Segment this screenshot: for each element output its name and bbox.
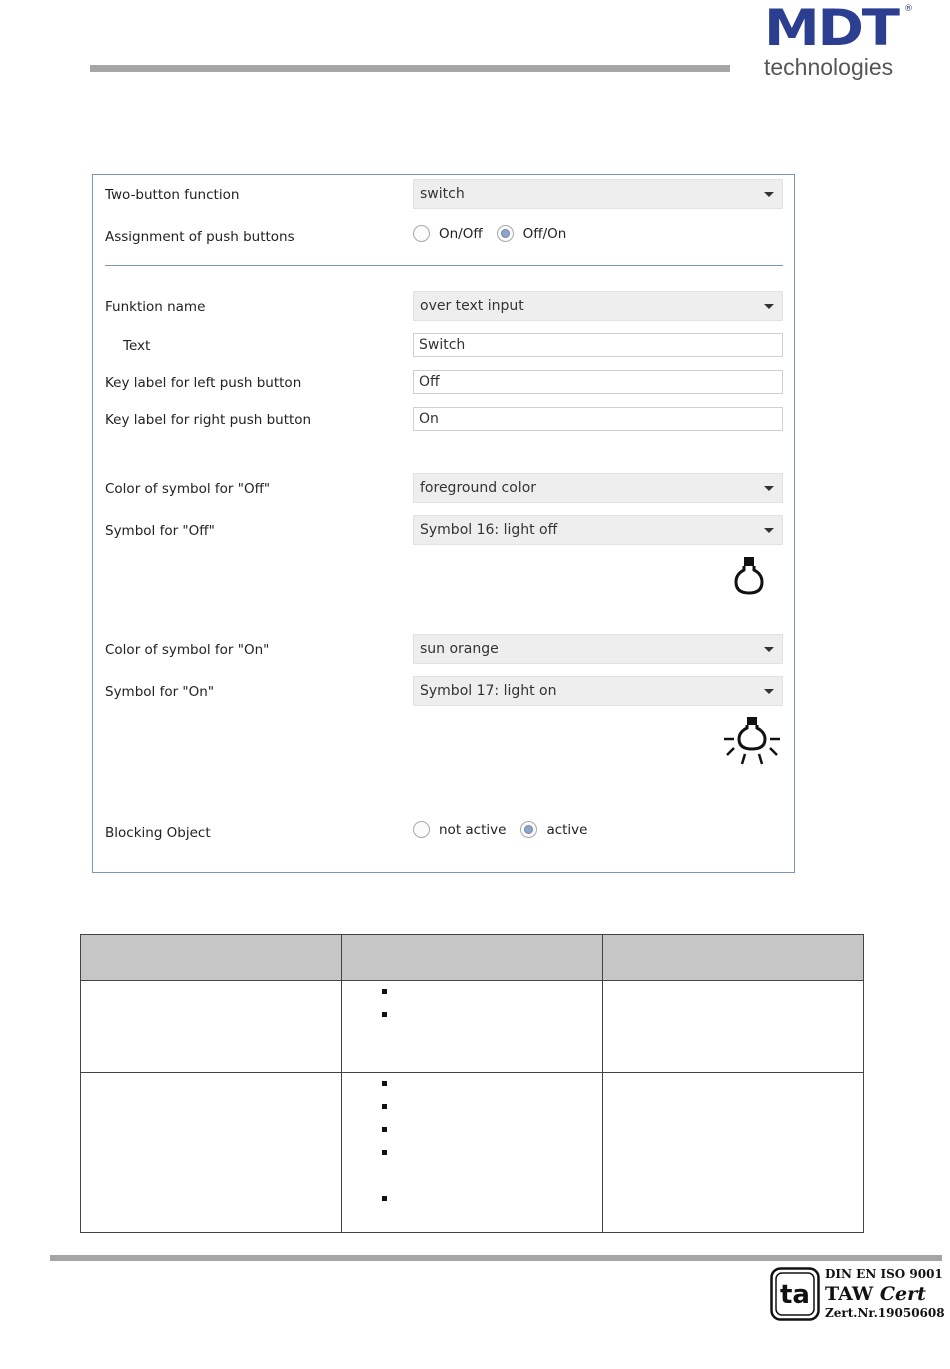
footer-rule — [50, 1255, 942, 1261]
text-input[interactable]: Switch — [413, 333, 783, 357]
assignment-label: Assignment of push buttons — [105, 229, 295, 245]
table-header-cell — [603, 935, 864, 981]
table-header-cell — [342, 935, 603, 981]
blocking-radio-group — [413, 821, 601, 838]
symbol-on-label: Symbol for "On" — [105, 684, 215, 700]
text-label: Text — [123, 338, 151, 354]
light-on-icon — [721, 715, 783, 769]
radio-not-active-label: not active — [439, 821, 507, 838]
table-cell — [342, 1073, 603, 1233]
right-key-label: Key label for right push button — [105, 412, 312, 428]
two-button-function-select[interactable] — [413, 179, 783, 209]
logo-mark: MDT — [764, 0, 898, 57]
symbol-off-label: Symbol for "Off" — [105, 523, 215, 539]
logo-subtitle: technologies — [764, 54, 894, 80]
function-name-select[interactable] — [413, 291, 783, 321]
assignment-radio-group — [413, 225, 580, 242]
radio-not-active[interactable] — [413, 821, 430, 838]
parameter-table — [80, 934, 864, 1233]
symbol-off-value: Symbol 16: light off — [420, 522, 558, 538]
symbol-off-select[interactable] — [413, 515, 783, 545]
table-cell — [81, 981, 342, 1073]
cert-iso-line: DIN EN ISO 9001 — [825, 1267, 943, 1281]
right-key-input[interactable]: On — [413, 407, 783, 431]
chevron-down-icon — [764, 192, 774, 197]
taw-cert-seal-icon — [770, 1267, 820, 1321]
list-bullet — [342, 1076, 602, 1099]
table-row — [81, 981, 864, 1073]
two-button-function-value: switch — [420, 186, 465, 202]
list-bullet — [342, 1145, 602, 1168]
color-off-select[interactable] — [413, 473, 783, 503]
blocking-object-label: Blocking Object — [105, 825, 211, 841]
chevron-down-icon — [764, 647, 774, 652]
cert-cert: Cert — [879, 1283, 926, 1305]
table-header-row — [81, 935, 864, 981]
list-bullet — [342, 1122, 602, 1145]
table-cell — [81, 1073, 342, 1233]
seal-text: ta — [780, 1280, 810, 1310]
header-rule — [90, 65, 730, 72]
radio-on-off[interactable] — [413, 225, 430, 242]
chevron-down-icon — [764, 528, 774, 533]
cert-number: Zert.Nr.19050608 — [825, 1306, 945, 1320]
radio-active-label: active — [546, 821, 588, 838]
cert-taw: TAW — [825, 1283, 880, 1305]
section-divider — [105, 265, 783, 266]
table-row — [81, 1073, 864, 1233]
list-bullet — [342, 984, 602, 1007]
symbol-on-value: Symbol 17: light on — [420, 683, 557, 699]
table-cell — [603, 1073, 864, 1233]
chevron-down-icon — [764, 486, 774, 491]
color-on-select[interactable] — [413, 634, 783, 664]
radio-active[interactable] — [520, 821, 537, 838]
left-key-label: Key label for left push button — [105, 375, 302, 391]
radio-off-on[interactable] — [497, 225, 514, 242]
symbol-on-select[interactable] — [413, 676, 783, 706]
table-header-cell — [81, 935, 342, 981]
color-on-value: sun orange — [420, 641, 499, 657]
table-cell — [603, 981, 864, 1073]
radio-off-on-label: Off/On — [522, 225, 567, 242]
chevron-down-icon — [764, 304, 774, 309]
left-key-input[interactable]: Off — [413, 370, 783, 394]
list-bullet — [342, 1099, 602, 1122]
parameter-dialog — [92, 174, 795, 873]
function-name-label: Funktion name — [105, 299, 206, 315]
color-off-value: foreground color — [420, 480, 537, 496]
iso-cert-badge — [770, 1265, 945, 1325]
function-name-value: over text input — [420, 298, 524, 314]
radio-on-off-label: On/Off — [439, 225, 483, 242]
list-bullet — [342, 1191, 602, 1214]
chevron-down-icon — [764, 689, 774, 694]
two-button-function-label: Two-button function — [105, 187, 240, 203]
list-bullet — [342, 1007, 602, 1030]
table-cell — [342, 981, 603, 1073]
color-off-label: Color of symbol for "Off" — [105, 481, 271, 497]
mdt-logo — [764, 0, 914, 80]
logo-registered: ® — [904, 4, 913, 14]
light-off-icon — [731, 555, 767, 597]
color-on-label: Color of symbol for "On" — [105, 642, 270, 658]
